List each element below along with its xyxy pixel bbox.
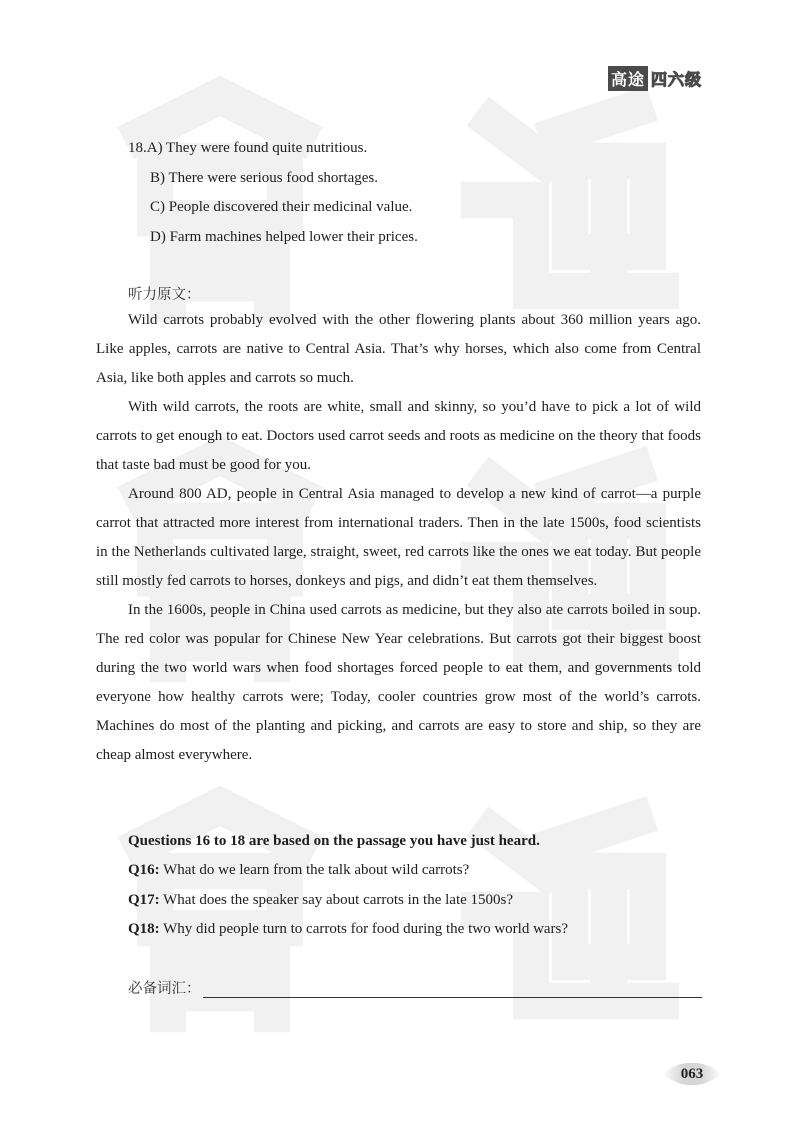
transcript-label: 听力原文： <box>128 287 201 303</box>
page-number-badge <box>660 1060 724 1088</box>
question-text: What do we learn from the talk about wild carrots? <box>159 862 470 879</box>
page-number: 063 <box>680 1066 704 1082</box>
transcript-passage <box>96 306 701 770</box>
question-item <box>128 888 568 917</box>
brand-logo-text: 四六级 <box>650 70 702 89</box>
question-label: Q16: <box>128 862 160 879</box>
question-18-options <box>128 136 418 254</box>
transcript-paragraph: In the 1600s, people in China used carrots as medicine, but they also ate carrots boiled in soup. The red color was popular for Chinese New Year celebrations. But carrots got their biggest boost during the two world wars when food shortages forced people to eat them, and governments told everyone how healthy carrots were; Today, cooler countries grow most of the world’s carrots. Machines do most of the planting and picking, and carrots are easy to store and ship, so they are cheap almost everywhere. <box>96 602 701 763</box>
question-text: Why did people turn to carrots for food during the two world wars? <box>159 920 569 937</box>
brand-logo-box: 高途 <box>608 66 648 91</box>
watermark-logo-icon <box>440 70 700 330</box>
transcript-paragraph: Wild carrots probably evolved with the other flowering plants about 360 million years ago. Like apples, carrots are native to Central Asia. That’s why horses, which also come from Central Asia, like both apples and carrots so much. <box>96 312 701 386</box>
question-text: What does the speaker say about carrots in the late 1500s? <box>159 891 514 908</box>
vocabulary-label: 必备词汇： <box>128 981 201 997</box>
questions-section <box>128 829 568 946</box>
vocabulary-blank-line <box>203 979 703 998</box>
option-d: D) Farm machines helped lower their prices. <box>150 228 418 245</box>
question-label: Q18: <box>128 920 160 937</box>
question-item <box>128 917 568 946</box>
question-label: Q17: <box>128 891 160 908</box>
question-item <box>128 858 568 887</box>
option-b: B) There were serious food shortages. <box>150 169 378 186</box>
option-a <box>128 136 418 166</box>
questions-heading: Questions 16 to 18 are based on the passage you have just heard. <box>128 833 540 849</box>
option-text: A) They were found quite nutritious. <box>146 140 368 156</box>
transcript-paragraph: With wild carrots, the roots are white, small and skinny, so you’d have to pick a lot of wild carrots to get enough to eat. Doctors used carrot seeds and roots as medicine on the theory that foods that taste bad must be good for you. <box>96 399 701 473</box>
option-c: C) People discovered their medicinal value. <box>150 199 413 215</box>
transcript-paragraph: Around 800 AD, people in Central Asia managed to develop a new kind of carrot—a purple carrot that attracted more interest from international traders. Then in the late 1500s, food scientists in the Netherlands cultivated large, straight, sweet, red carrots like the ones we eat today. But people still mostly fed carrots to horses, donkeys and pigs, and didn’t eat them themselves. <box>96 486 701 589</box>
brand-logo <box>608 66 702 91</box>
vocabulary-section <box>128 976 702 998</box>
question-number: 18. <box>128 140 147 156</box>
